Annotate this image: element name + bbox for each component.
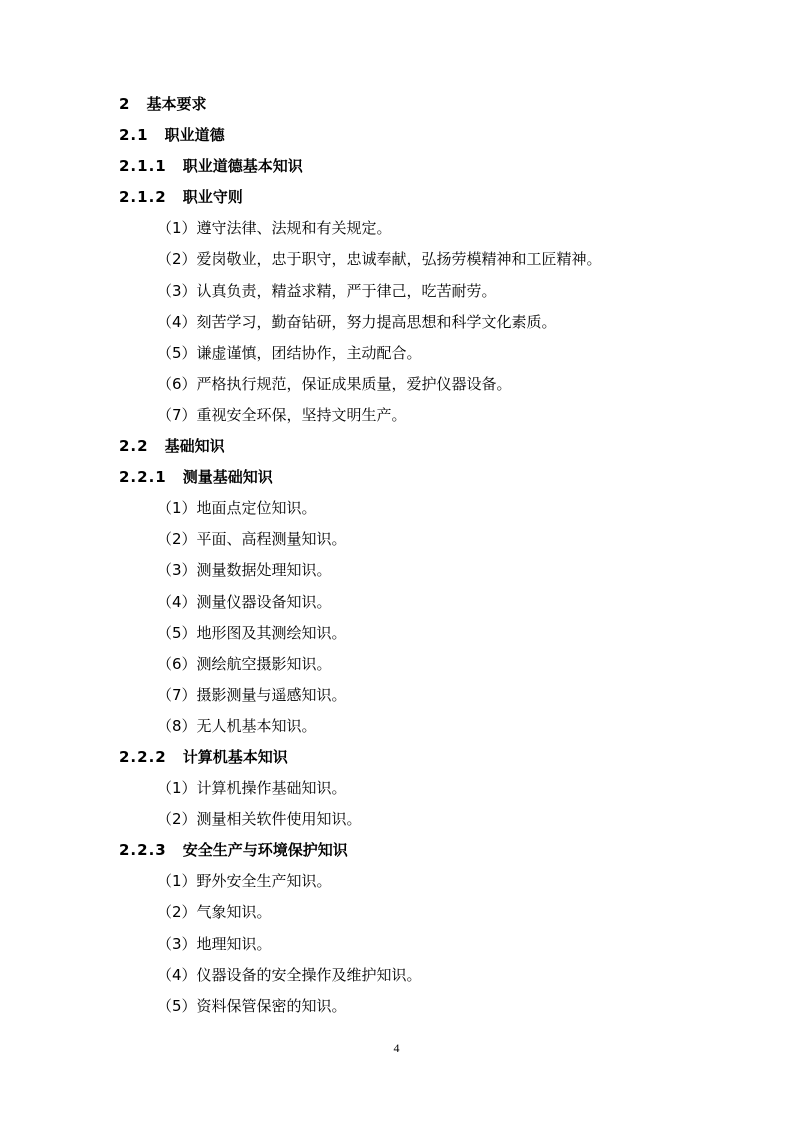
heading-title: 基础知识 [164, 437, 225, 456]
section-heading [0, 431, 793, 462]
heading-title: 安全生产与环境保护知识 [182, 841, 348, 860]
heading-title: 测量基础知识 [182, 468, 273, 487]
section-heading [0, 89, 793, 120]
list-item: （2）气象知识。 [157, 903, 272, 922]
list-item: （6）测绘航空摄影知识。 [157, 654, 332, 673]
heading-title: 职业守则 [182, 188, 243, 207]
section-heading [0, 182, 793, 213]
section-heading [0, 742, 793, 773]
list-item: （1）遵守法律、法规和有关规定。 [157, 219, 392, 238]
document-body [0, 89, 793, 1022]
section-heading [0, 835, 793, 866]
list-item: （4）测量仪器设备知识。 [157, 592, 332, 611]
heading-number: 2.1.1 [119, 157, 167, 176]
heading-number: 2.1.2 [119, 188, 167, 207]
heading-number: 2.2.1 [119, 468, 167, 487]
list-item: （3）认真负责，精益求精，严于律己，吃苦耐劳。 [157, 281, 497, 300]
list-item: （7）摄影测量与遥感知识。 [157, 685, 347, 704]
section-heading [0, 151, 793, 182]
list-item: （5）谦虚谨慎，团结协作，主动配合。 [157, 343, 422, 362]
list-item: （1）野外安全生产知识。 [157, 872, 332, 891]
heading-number: 2.2 [119, 437, 149, 456]
heading-number: 2 [119, 95, 131, 113]
heading-number: 2.2.2 [119, 747, 167, 766]
list-item: （2）爱岗敬业，忠于职守，忠诚奉献，弘扬劳模精神和工匠精神。 [157, 250, 602, 269]
page-number: 4 [393, 1041, 400, 1055]
heading-number: 2.2.3 [119, 841, 167, 860]
heading-title: 职业道德基本知识 [182, 157, 303, 176]
list-item: （5）地形图及其测绘知识。 [157, 623, 347, 642]
heading-title: 计算机基本知识 [182, 747, 288, 766]
section-heading [0, 462, 793, 493]
list-item: （7）重视安全环保，坚持文明生产。 [157, 405, 407, 424]
list-item: （4）仪器设备的安全操作及维护知识。 [157, 965, 422, 984]
list-item: （5）资料保管保密的知识。 [157, 996, 347, 1015]
section-heading [0, 120, 793, 151]
heading-title: 基本要求 [146, 95, 207, 113]
list-item: （2）平面、高程测量知识。 [157, 530, 347, 549]
list-item: （3）地理知识。 [157, 934, 272, 953]
list-item: （8）无人机基本知识。 [157, 716, 317, 735]
heading-number: 2.1 [119, 126, 149, 145]
list-item: （2）测量相关软件使用知识。 [157, 810, 362, 829]
list-item: （1）地面点定位知识。 [157, 499, 317, 518]
list-item: （1）计算机操作基础知识。 [157, 779, 347, 798]
list-item: （4）刻苦学习，勤奋钻研，努力提高思想和科学文化素质。 [157, 312, 557, 331]
list-item: （6）严格执行规范，保证成果质量，爱护仪器设备。 [157, 374, 512, 393]
list-item: （3）测量数据处理知识。 [157, 561, 332, 580]
heading-title: 职业道德 [164, 126, 225, 145]
